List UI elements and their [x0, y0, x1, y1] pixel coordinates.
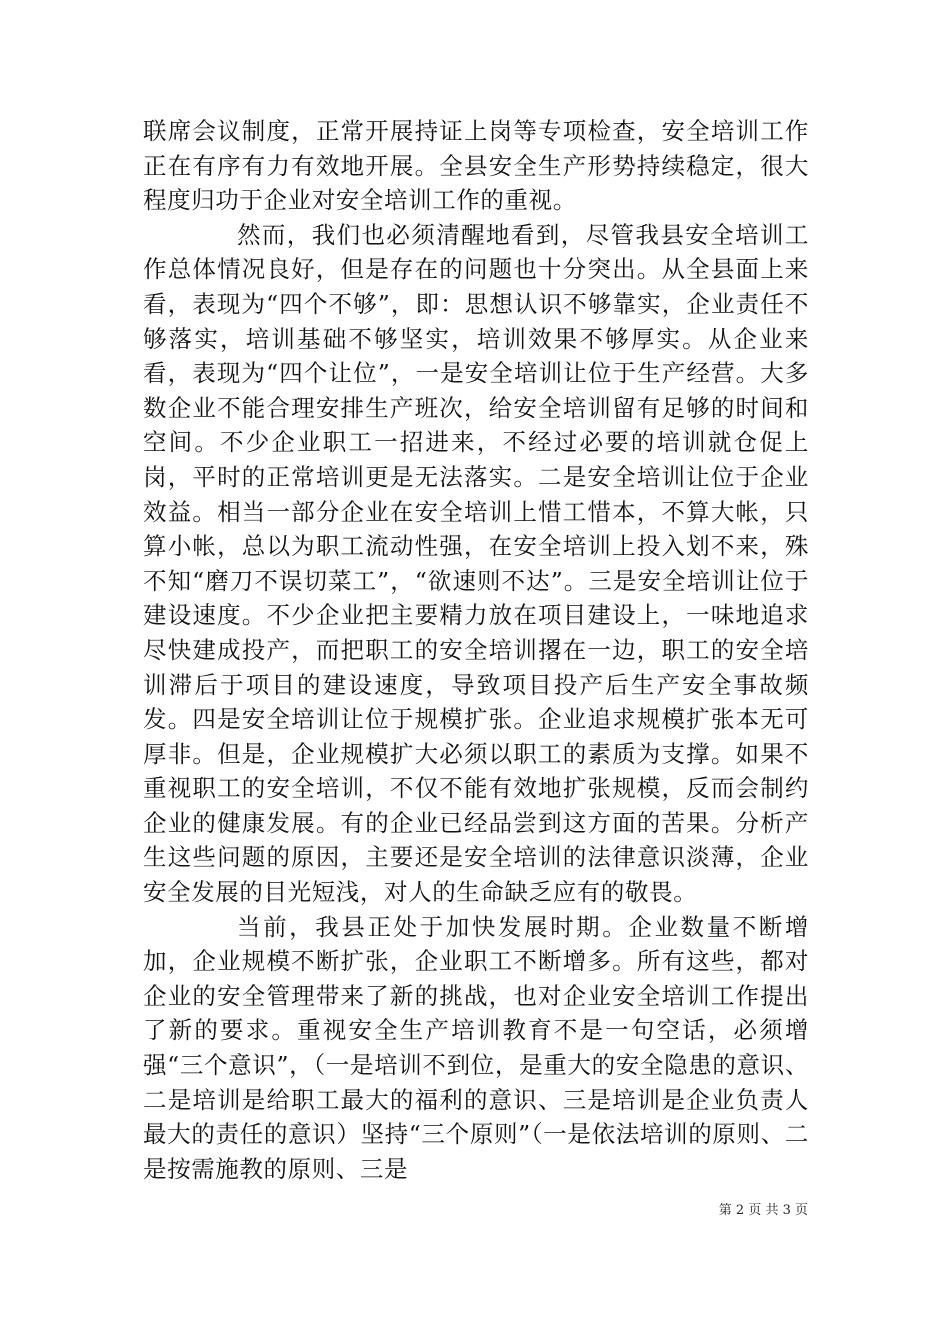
paragraph-3: 当前，我县正处于加快发展时期。企业数量不断增加，企业规模不断扩张，企业职工不断增多。所有这些，都对企业的安全管理带来了新的挑战，也对企业安全培训工作提出了新的要求。重视安全生产培训教育不是一句空话，必须增强“三个意识”，（一是培训不到位，是重大的安全隐患的意识、二是培训是给职工最大的福利的意识、三是培训是企业负责人最大的责任的意识）坚持“三个原则”（一是依法培训的原则、二是按需施教的原则、三是: [143, 912, 809, 1183]
document-body: [143, 114, 809, 1186]
paragraph-2: 然而，我们也必须清醒地看到，尽管我县安全培训工作总体情况良好，但是存在的问题也十分突出。从全县面上来看，表现为“四个不够”，即：思想认识不够靠实，企业责任不够落实，培训基础不够坚实，培训效果不够厚实。从企业来看，表现为“四个让位”，一是安全培训让位于生产经营。大多数企业不能合理安排生产班次，给安全培训留有足够的时间和空间。不少企业职工一招进来，不经过必要的培训就仓促上岗，平时的正常培训更是无法落实。二是安全培训让位于企业效益。相当一部分企业在安全培训上惜工惜本，不算大帐，只算小帐，总以为职工流动性强，在安全培训上投入划不来，殊不知“磨刀不误切菜工”，“欲速则不达”。三是安全培训让位于建设速度。不少企业把主要精力放在项目建设上，一味地追求尽快建成投产，而把职工的安全培训撂在一边，职工的安全培训滞后于项目的建设速度，导致项目投产后生产安全事故频发。四是安全培训让位于规模扩张。企业追求规模扩张本无可厚非。但是，企业规模扩大必须以职工的素质为支撑。如果不重视职工的安全培训，不仅不能有效地扩张规模，反而会制约企业的健康发展。有的企业已经品尝到这方面的苦果。分析产生这些问题的原因，主要还是安全培训的法律意识淡薄，企业安全发展的目光短浅，对人的生命缺乏应有的敬畏。: [143, 220, 809, 907]
page-number-footer: 第 2 页 共 3 页: [718, 1203, 808, 1218]
paragraph-1: 联席会议制度，正常开展持证上岗等专项检查，安全培训工作正在有序有力有效地开展。全县安全生产形势持续稳定，很大程度归功于企业对安全培训工作的重视。: [143, 117, 809, 215]
